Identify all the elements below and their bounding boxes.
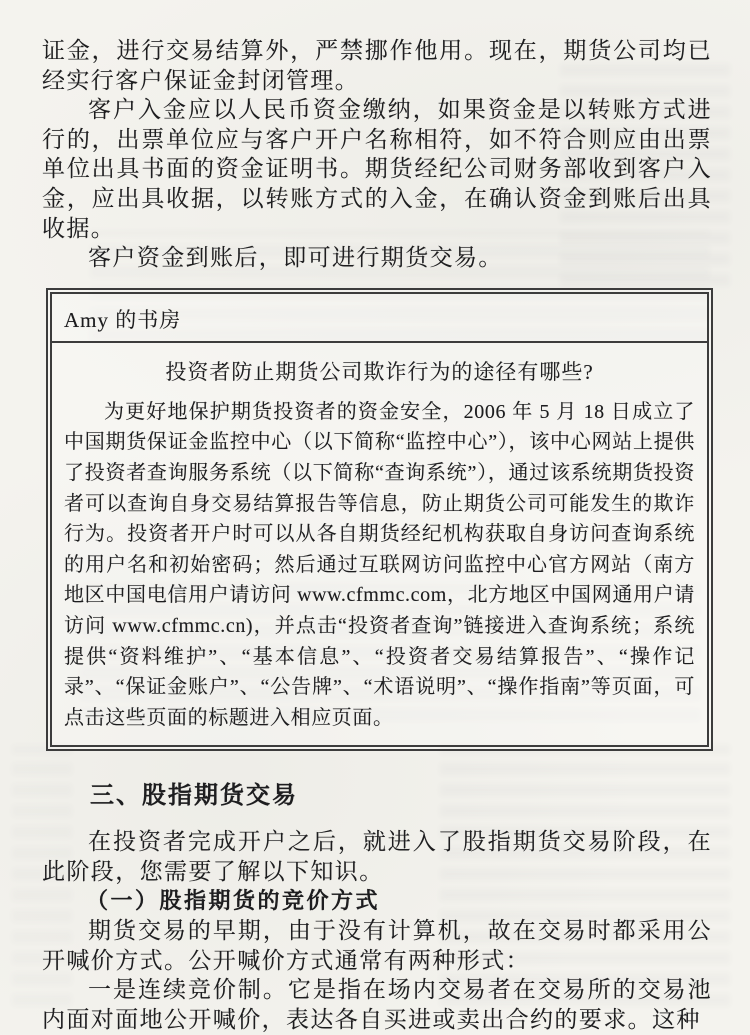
paragraph-deposit-rules: 客户入金应以人民币资金缴纳，如果资金是以转账方式进行的，出票单位应与客户开户名称相符，如不符合则应由出票单位出具书面的资金证明书。期货经纪公司财务部收到客户入金，应出具收据，以转账方式的入金，在确认资金到账后出具收据。 (42, 97, 712, 241)
paragraph-section-intro: 在投资者完成开户之后，就进入了股指期货交易阶段，在此阶段，您需要了解以下知识。 (42, 829, 712, 884)
paragraph-open-outcry: 期货交易的早期，由于没有计算机，故在交易时都采用公开喊价方式。公开喊价方式通常有两种形式： (42, 918, 712, 973)
paragraph-funds-arrival: 客户资金到账后，即可进行期货交易。 (88, 245, 503, 271)
section-heading-index-futures-trading: 三、股指期货交易 (90, 782, 298, 810)
amy-box-question-title: 投资者防止期货公司欺诈行为的途径有哪些? (165, 359, 594, 384)
paragraph-margin-rules: 证金，进行交易结算外，严禁挪作他用。现在，期货公司均已经实行客户保证金封闭管理。 (42, 38, 712, 93)
subsection-heading-bidding-method: （一）股指期货的竞价方式 (86, 888, 381, 914)
paragraph-continuous-bidding: 一是连续竞价制。它是指在场内交易者在交易所的交易池内面对面地公开喊价，表达各自买进或卖出合约的要求。这种 (42, 977, 712, 1032)
amy-box-body-text: 为更好地保护期货投资者的资金安全，2006 年 5 月 18 日成立了中国期货保证金监控中心（以下简称“监控中心”），该中心网站上提供了投资者查询服务系统（以下简称“查询系统”），通过该系统期货投资者可以查询自身交易结算报告等信息，防止期货公司可能发生的欺诈行为。投资者开户时可以从各自期货经纪机构获取自身访问查询系统的用户名和初始密码；然后通过互联网访问监控中心官方网站（南方地区中国电信用户请访问 www.cfmmc.com，北方地区中国网通用户请访问 www.cfmmc.cn)，并点击“投资者查询”链接进入查询系统；系统提供“资料维护”、“基本信息”、“投资者交易结算报告”、“操作记录”、“保证金账户”、“公告牌”、“术语说明”、“操作指南”等页面，可点击这些页面的标题进入相应页面。 (64, 400, 695, 729)
page-content (42, 36, 712, 1034)
amy-box-header: Amy 的书房 (52, 294, 707, 343)
amy-study-box (46, 288, 713, 752)
